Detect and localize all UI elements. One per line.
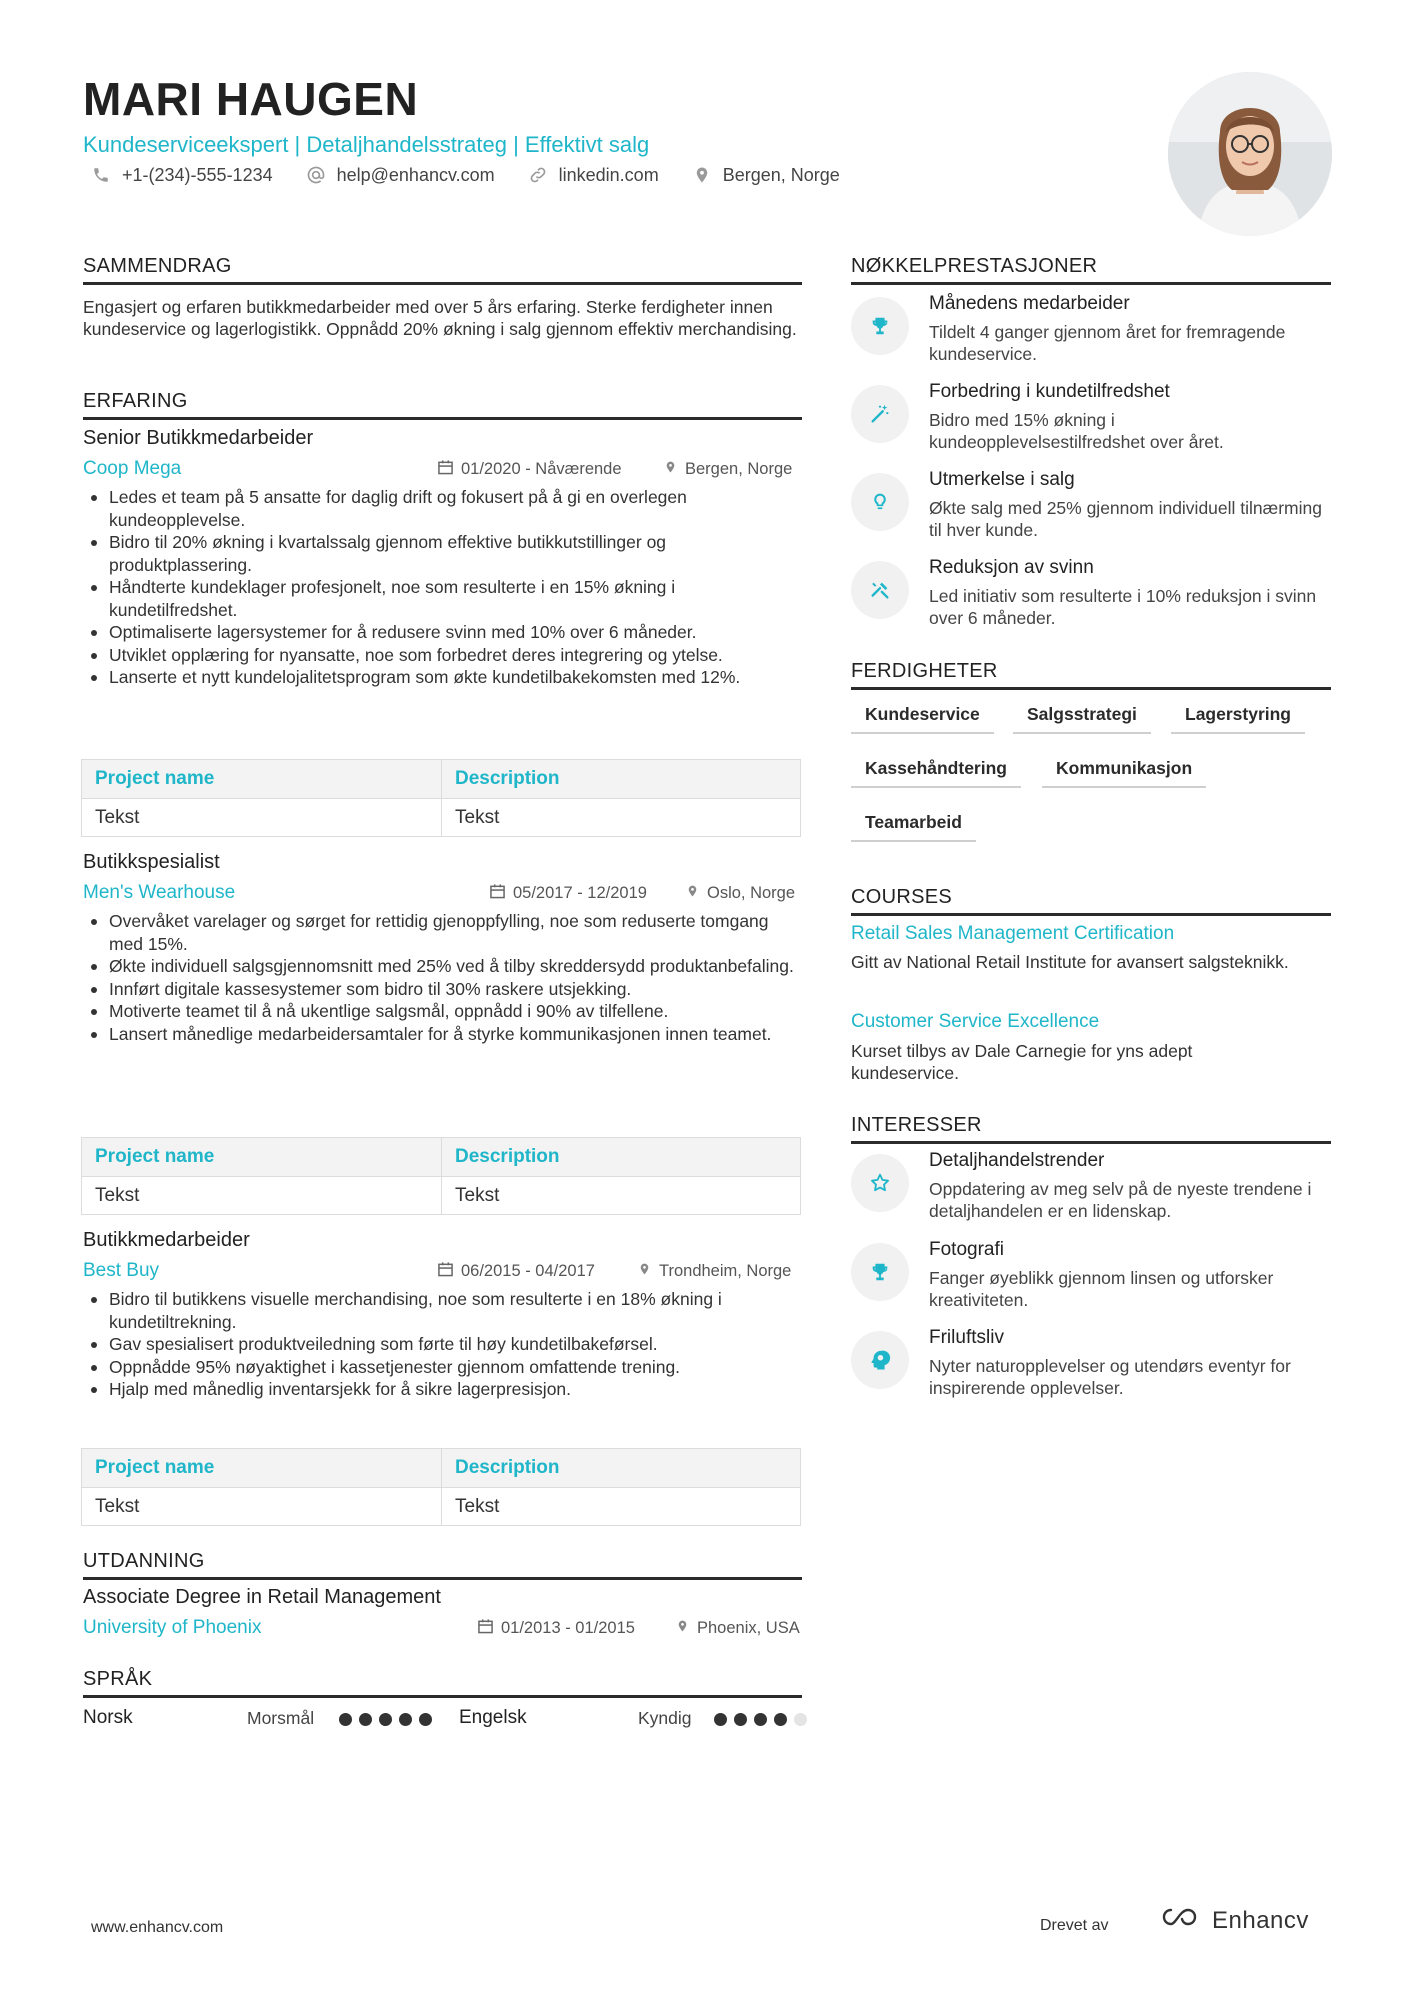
achievement-item	[851, 381, 1331, 461]
job-bullets	[83, 1288, 802, 1401]
table-header-row	[82, 1138, 800, 1176]
list-item: Håndterte kundeklager profesjonelt, noe som resulterte i en 15% økning i kundetilfredshet.	[83, 576, 802, 621]
linkedin-text: linkedin.com	[558, 164, 659, 185]
candidate-name: MARI HAUGEN	[83, 73, 419, 125]
education-dates-text: 01/2013 - 01/2015	[501, 1619, 635, 1637]
achievement-item	[851, 293, 1331, 373]
interests-section-title: INTERESSER	[851, 1114, 1331, 1144]
contact-bar	[90, 164, 840, 186]
company-name: Men's Wearhouse	[83, 882, 236, 903]
company-name: Best Buy	[83, 1260, 160, 1281]
contact-location	[691, 164, 840, 186]
list-item: Overvåket varelager og sørget for rettidig gjenoppfylling, noe som reduserte tomgang med 15%.	[83, 910, 802, 955]
phone-text: +1-(234)-555-1234	[122, 164, 273, 185]
achievement-title: Reduksjon av svinn	[929, 557, 1094, 578]
summary-text: Engasjert og erfaren butikkmedarbeider med over 5 års erfaring. Sterke ferdigheter innen kundeservice og lagerlogistikk. Oppnådd 20% økning i salg gjennom effektiv merchandising.	[83, 297, 797, 339]
achievement-item	[851, 469, 1331, 549]
education-location	[676, 1618, 800, 1639]
list-item: Innført digitale kassesystemer som bidro til 30% raskere utsjekking.	[83, 978, 802, 1001]
achievement-title: Utmerkelse i salg	[929, 469, 1075, 490]
trophy-icon	[851, 297, 909, 355]
table-cell: Tekst	[95, 1495, 140, 1517]
interest-title: Friluftsliv	[929, 1327, 1004, 1348]
head-brain-icon	[851, 1331, 909, 1389]
star-icon	[851, 1154, 909, 1212]
footer-powered-by: Drevet av	[1040, 1917, 1109, 1934]
job-location-text: Oslo, Norge	[707, 884, 796, 902]
location-text: Bergen, Norge	[722, 164, 840, 185]
table-row	[82, 1487, 800, 1525]
interest-title: Fotografi	[929, 1239, 1004, 1260]
table-header-row	[82, 760, 800, 798]
language-name: Norsk	[83, 1707, 133, 1728]
calendar-icon	[478, 1618, 493, 1639]
job-dates-text: 06/2015 - 04/2017	[461, 1262, 595, 1280]
job-bullets	[83, 910, 802, 1045]
school-name: University of Phoenix	[83, 1617, 262, 1638]
course-desc: Gitt av National Retail Institute for avansert salgsteknikk.	[851, 952, 1289, 972]
footer-url[interactable]: www.enhancv.com	[91, 1919, 224, 1936]
proficiency-dot-filled	[399, 1713, 412, 1726]
job-location-text: Trondheim, Norge	[659, 1262, 792, 1280]
language-proficiency-dots	[339, 1713, 432, 1726]
calendar-icon	[490, 883, 505, 904]
table-cell: Tekst	[95, 806, 140, 828]
skill-tag: Teamarbeid	[851, 812, 976, 842]
course-title: Customer Service Excellence	[851, 1011, 1100, 1032]
interest-item	[851, 1150, 1331, 1230]
interest-desc: Fanger øyeblikk gjennom linsen og utforsker kreativiteten.	[929, 1268, 1274, 1310]
job-bullets	[83, 486, 802, 689]
enhancv-logo[interactable]	[1160, 1906, 1309, 1935]
interest-desc: Oppdatering av meg selv på de nyeste trendene i detaljhandelen er en lidenskap.	[929, 1179, 1312, 1221]
job-location	[638, 1261, 791, 1282]
skill-tag: Kommunikasjon	[1042, 758, 1206, 788]
list-item: Lansert månedlige medarbeidersamtaler for å styrke kommunikasjonen innen teamet.	[83, 1023, 802, 1046]
location-pin-icon	[686, 883, 699, 904]
magic-wand-icon	[851, 385, 909, 443]
list-item: Motiverte teamet til å nå ukentlige salgsmål, oppnådd i 90% av tilfellene.	[83, 1000, 802, 1023]
language-proficiency-dots	[714, 1713, 807, 1726]
project-table	[81, 1137, 801, 1215]
skill-tag: Kassehåndtering	[851, 758, 1021, 788]
achievements-section-title: NØKKELPRESTASJONER	[851, 255, 1331, 285]
languages-section-title: SPRÅK	[83, 1668, 802, 1698]
contact-phone[interactable]	[90, 164, 273, 186]
job-dates	[438, 459, 622, 480]
company-name: Coop Mega	[83, 458, 182, 479]
list-item: Oppnådde 95% nøyaktighet i kassetjenester gjennom omfattende trening.	[83, 1356, 802, 1379]
list-item: Bidro til butikkens visuelle merchandising, noe som resulterte i en 18% økning i kundetiltrekning.	[83, 1288, 802, 1333]
trophy-icon	[851, 1243, 909, 1301]
list-item: Gav spesialisert produktveiledning som førte til høy kundetilbakeførsel.	[83, 1333, 802, 1356]
interest-title: Detaljhandelstrender	[929, 1150, 1105, 1171]
achievement-desc: Økte salg med 25% gjennom individuell tilnærming til hver kunde.	[929, 498, 1322, 540]
job-dates-text: 05/2017 - 12/2019	[513, 884, 647, 902]
project-table	[81, 759, 801, 837]
degree-title: Associate Degree in Retail Management	[83, 1586, 441, 1608]
table-cell: Tekst	[441, 1488, 800, 1525]
achievement-title: Forbedring i kundetilfredshet	[929, 381, 1170, 402]
language-level: Kyndig	[638, 1708, 692, 1728]
enhancv-wordmark: Enhancv	[1212, 1906, 1309, 1934]
interest-item	[851, 1327, 1331, 1407]
location-pin-icon	[676, 1618, 689, 1639]
job-dates	[438, 1261, 595, 1282]
location-pin-icon	[691, 164, 713, 186]
list-item: Hjalp med månedlig inventarsjekk for å sikre lagerpresisjon.	[83, 1378, 802, 1401]
language-name: Engelsk	[459, 1707, 527, 1728]
proficiency-dot-filled	[419, 1713, 432, 1726]
education-location-text: Phoenix, USA	[697, 1619, 800, 1637]
list-item: Økte individuell salgsgjennomsnitt med 25% ved å tilby skreddersydd produktanbefaling.	[83, 955, 802, 978]
course-title: Retail Sales Management Certification	[851, 923, 1175, 944]
proficiency-dot-filled	[734, 1713, 747, 1726]
interest-item	[851, 1239, 1331, 1319]
achievement-desc: Led initiativ som resulterte i 10% reduksjon i svinn over 6 måneder.	[929, 586, 1317, 628]
table-header-cell: Project name	[95, 768, 215, 789]
table-header-cell: Project name	[95, 1146, 215, 1167]
proficiency-dot-filled	[359, 1713, 372, 1726]
education-section-title: UTDANNING	[83, 1550, 802, 1580]
list-item: Utviklet opplæring for nyansatte, noe som forbedret deres integrering og ytelse.	[83, 644, 802, 667]
summary-section-title: SAMMENDRAG	[83, 255, 802, 285]
location-pin-icon	[638, 1261, 651, 1282]
table-header-cell: Description	[441, 1449, 800, 1487]
calendar-icon	[438, 1261, 453, 1282]
proficiency-dot-filled	[714, 1713, 727, 1726]
location-pin-icon	[664, 459, 677, 480]
job-title: Senior Butikkmedarbeider	[83, 427, 314, 449]
job-dates-text: 01/2020 - Nåværende	[461, 460, 622, 478]
calendar-icon	[438, 459, 453, 480]
language-level: Morsmål	[247, 1708, 315, 1728]
achievement-item	[851, 557, 1331, 637]
list-item: Bidro til 20% økning i kvartalssalg gjennom effektive butikkutstillinger og produktplassering.	[83, 531, 802, 576]
list-item: Lanserte et nytt kundelojalitetsprogram som økte kundetilbakekomsten med 12%.	[83, 666, 802, 689]
lightbulb-icon	[851, 473, 909, 531]
table-header-cell: Description	[441, 760, 800, 798]
courses-section-title: COURSES	[851, 886, 1331, 916]
proficiency-dot-empty	[794, 1713, 807, 1726]
skill-tag: Salgsstrategi	[1013, 704, 1151, 734]
table-cell: Tekst	[95, 1184, 140, 1206]
at-icon	[305, 164, 327, 186]
table-header-cell: Description	[441, 1138, 800, 1176]
job-dates	[490, 883, 647, 904]
experience-section-title: ERFARING	[83, 390, 802, 420]
table-header-row	[82, 1449, 800, 1487]
skills-section-title: FERDIGHETER	[851, 660, 1331, 690]
achievement-title: Månedens medarbeider	[929, 293, 1130, 314]
job-location	[664, 459, 792, 480]
contact-linkedin[interactable]	[527, 164, 659, 186]
link-icon	[527, 164, 549, 186]
project-table	[81, 1448, 801, 1526]
table-header-cell: Project name	[95, 1457, 215, 1478]
table-cell: Tekst	[441, 1177, 800, 1214]
education-dates	[478, 1618, 635, 1639]
job-title: Butikkmedarbeider	[83, 1229, 250, 1251]
skill-tag: Lagerstyring	[1171, 704, 1305, 734]
tools-icon	[851, 561, 909, 619]
profile-photo	[1168, 72, 1332, 236]
course-desc: Kurset tilbys av Dale Carnegie for yns adept kundeservice.	[851, 1041, 1193, 1083]
contact-email[interactable]	[305, 164, 495, 186]
table-row	[82, 1176, 800, 1214]
proficiency-dot-filled	[754, 1713, 767, 1726]
candidate-tagline: Kundeserviceekspert | Detaljhandelsstrateg | Effektivt salg	[83, 132, 650, 157]
skill-tag: Kundeservice	[851, 704, 994, 734]
job-location	[686, 883, 795, 904]
infinity-logo-icon	[1160, 1906, 1204, 1935]
achievement-desc: Bidro med 15% økning i kundeopplevelsestilfredshet over året.	[929, 410, 1224, 452]
proficiency-dot-filled	[339, 1713, 352, 1726]
job-location-text: Bergen, Norge	[685, 460, 793, 478]
proficiency-dot-filled	[379, 1713, 392, 1726]
job-title: Butikkspesialist	[83, 851, 220, 873]
achievement-desc: Tildelt 4 ganger gjennom året for fremragende kundeservice.	[929, 322, 1286, 364]
email-text: help@enhancv.com	[336, 164, 495, 185]
list-item: Optimaliserte lagersystemer for å redusere svinn med 10% over 6 måneder.	[83, 621, 802, 644]
table-row	[82, 798, 800, 836]
list-item: Ledes et team på 5 ansatte for daglig drift og fokusert på å gi en overlegen kundeopplevelse.	[83, 486, 802, 531]
proficiency-dot-filled	[774, 1713, 787, 1726]
phone-icon	[90, 164, 112, 186]
table-cell: Tekst	[441, 799, 800, 836]
interest-desc: Nyter naturopplevelser og utendørs eventyr for inspirerende opplevelser.	[929, 1356, 1291, 1398]
